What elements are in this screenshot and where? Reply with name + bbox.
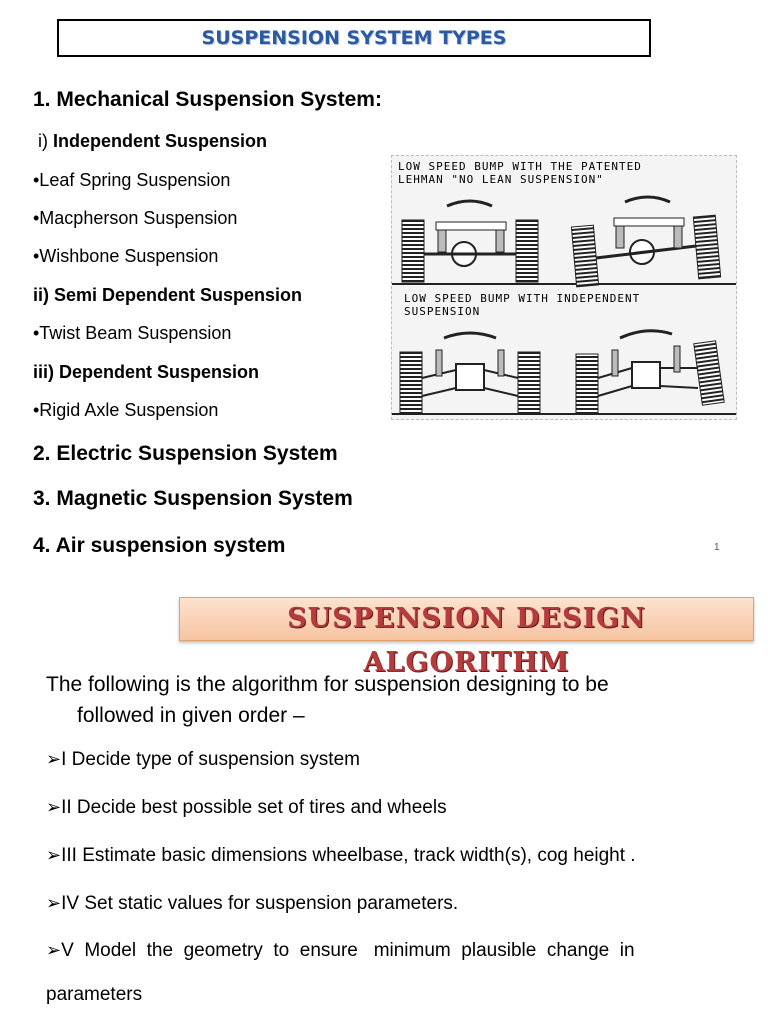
step-3 [46, 845, 636, 867]
step-1-text: I Decide type of suspension system [61, 749, 360, 770]
bullet-macpherson: •Macpherson Suspension [33, 208, 238, 228]
intro-line-1: The following is the algorithm for suspension designing to be [46, 673, 609, 696]
intro-line-2: followed in given order – [77, 704, 305, 727]
independent-car-level-drawing [400, 333, 540, 414]
step-4-text: IV Set static values for suspension parameters. [61, 893, 459, 914]
arrow-bullet-icon: ➢ [46, 797, 62, 817]
heading-electric: 2. Electric Suspension System [33, 442, 338, 465]
suspension-drawings [392, 156, 736, 419]
algorithm-banner-title: SUSPENSION DESIGN ALGORITHM [287, 603, 646, 678]
bullet-wishbone: •Wishbone Suspension [33, 246, 219, 266]
subheading-label: Independent Suspension [53, 131, 268, 151]
subheading-dependent: iii) Dependent Suspension [33, 362, 260, 382]
subheading-semi-dependent: ii) Semi Dependent Suspension [33, 285, 303, 305]
bullet-rigid-axle: •Rigid Axle Suspension [33, 400, 219, 420]
caption-top-line1: LOW SPEED BUMP WITH THE PATENTED [398, 160, 642, 173]
step-2-text: II Decide best possible set of tires and wheels [61, 797, 447, 818]
heading-mechanical: 1. Mechanical Suspension System: [33, 88, 382, 111]
arrow-bullet-icon: ➢ [46, 940, 62, 960]
independent-car-bump-drawing [576, 331, 724, 414]
heading-magnetic: 3. Magnetic Suspension System [33, 487, 353, 510]
subheading-independent [38, 131, 267, 152]
no-lean-car-bump-drawing [571, 197, 720, 287]
subheading-prefix: i) [38, 131, 53, 151]
step-5 [46, 940, 635, 962]
caption-top-line2: LEHMAN "NO LEAN SUSPENSION" [398, 173, 604, 186]
step-5-text: V Model the geometry to ensure minimum plausible change in [61, 940, 635, 961]
step-4 [46, 893, 458, 915]
no-lean-car-level-drawing [402, 201, 538, 282]
step-1 [46, 749, 360, 771]
slide-title: SUSPENSION SYSTEM TYPES [201, 27, 507, 49]
arrow-bullet-icon: ➢ [46, 845, 62, 865]
step-3-text: III Estimate basic dimensions wheelbase, track width(s), cog height . [61, 845, 636, 866]
slide-number: 1 [714, 542, 720, 553]
caption-bottom-line2: SUSPENSION [404, 305, 481, 318]
heading-air: 4. Air suspension system [33, 534, 286, 557]
arrow-bullet-icon: ➢ [46, 893, 62, 913]
bullet-twist-beam: •Twist Beam Suspension [33, 323, 232, 343]
caption-bottom-line1: LOW SPEED BUMP WITH INDEPENDENT [404, 292, 641, 305]
step-5-continuation: parameters [46, 984, 143, 1005]
arrow-bullet-icon: ➢ [46, 749, 62, 769]
suspension-comparison-figure [391, 155, 737, 420]
step-2 [46, 797, 447, 819]
bullet-leaf-spring: •Leaf Spring Suspension [33, 170, 231, 190]
